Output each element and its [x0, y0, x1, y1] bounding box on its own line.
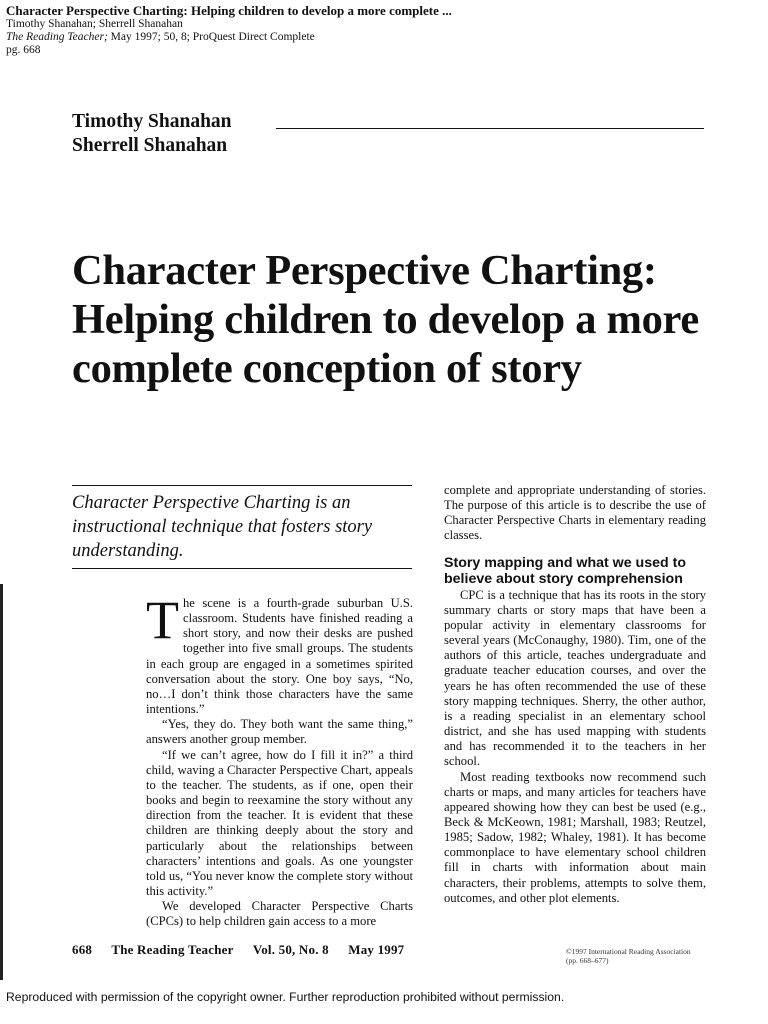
author-name: Sherrell Shanahan	[72, 135, 228, 156]
author-block	[72, 110, 232, 158]
body-paragraph: Most reading textbooks now recommend such charts or maps, and many articles for teachers have appeared showing how they can best be used (e.g., Beck & McKeown, 1981; Marshall, 1983; Reutzel, 1985; Sadow, 1982; Whaley, 1981). It has become commonplace to have elementary school children fill in charts with information about main characters, their problems, attempts to solve them, outcomes, and other plot elements.	[444, 769, 706, 905]
pull-quote: Character Perspective Charting is an instructional technique that fosters story understanding.	[72, 493, 373, 561]
body-paragraph: complete and appropriate understanding of stories. The purpose of this article is to describe the use of Character Perspective Charts in elementary reading classes.	[444, 483, 706, 543]
footer-date: May 1997	[348, 942, 405, 957]
left-column	[146, 590, 413, 929]
author-name: Timothy Shanahan	[72, 111, 232, 132]
header-authors: Timothy Shanahan; Sherrell Shanahan	[6, 18, 183, 30]
header-citation-details: May 1997; 50, 8; ProQuest Direct Complete	[107, 31, 315, 43]
copyright-line: ©1997 International Reading Association	[566, 947, 691, 956]
author-rule-divider	[276, 128, 704, 129]
proquest-header	[6, 3, 452, 57]
reproduction-notice: Reproduced with permission of the copyright owner. Further reproduction prohibited without permission.	[6, 990, 565, 1004]
footer-journal: The Reading Teacher	[111, 942, 234, 957]
copyright-notice	[566, 947, 691, 965]
body-paragraph: CPC is a technique that has its roots in the story summary charts or story maps that have been a popular activity in elementary classrooms for several years (McConaughy, 1980). Tim, one of the authors of this article, teaches undergraduate and graduate teacher education courses, and over the years he has often recommended the use of these story mapping techniques. Sherry, the other author, is a reading specialist in an elementary school district, and she has used mapping with students and has recommended it to the teachers in her school.	[444, 587, 706, 769]
body-paragraph: “If we can’t agree, how do I fill it in?” a third child, waving a Character Perspective Chart, appeals to the teacher. The students, as if one, open their books and begin to reexamine the story without any direction from the teacher. It is evident that these children are thinking deeply about the story and particularly about the relationships between characters’ intentions and goals. As one youngster told us, “You never know the complete story without this activity.”	[146, 747, 413, 898]
scan-edge-mark	[0, 584, 3, 980]
header-title: Character Perspective Charting: Helping children to develop a more complete ...	[6, 3, 452, 18]
footer-volume: Vol. 50, No. 8	[252, 942, 329, 957]
drop-cap: T	[146, 590, 179, 650]
header-page: pg. 668	[6, 44, 41, 56]
page-number: 668	[72, 942, 93, 957]
paragraph-text: he scene is a fourth-grade suburban U.S. classroom. Students have finished reading a short story, and now their desks are pushed together into five small groups. The students in each group are engaged in a sometimes spirited conversation about the story. One boy says, “No, no…I don’t think those characters have the same intentions.”	[146, 596, 413, 717]
page-range: (pp. 668–677)	[566, 956, 609, 965]
header-citation	[6, 31, 452, 44]
body-paragraph	[146, 590, 413, 717]
right-column	[444, 483, 706, 906]
pull-quote-bottom-rule	[72, 568, 412, 569]
page-footer	[72, 942, 420, 958]
header-journal: The Reading Teacher;	[6, 31, 108, 43]
section-heading: Story mapping and what we used to believe about story comprehension	[444, 554, 686, 588]
body-paragraph: We developed Character Perspective Charts (CPCs) to help children gain access to a more	[146, 899, 413, 929]
pull-quote-top-rule	[72, 485, 412, 486]
body-paragraph: “Yes, they do. They both want the same thing,” answers another group member.	[146, 717, 413, 747]
article-title: Character Perspective Charting: Helping children to develop a more complete conception of story	[72, 247, 699, 392]
